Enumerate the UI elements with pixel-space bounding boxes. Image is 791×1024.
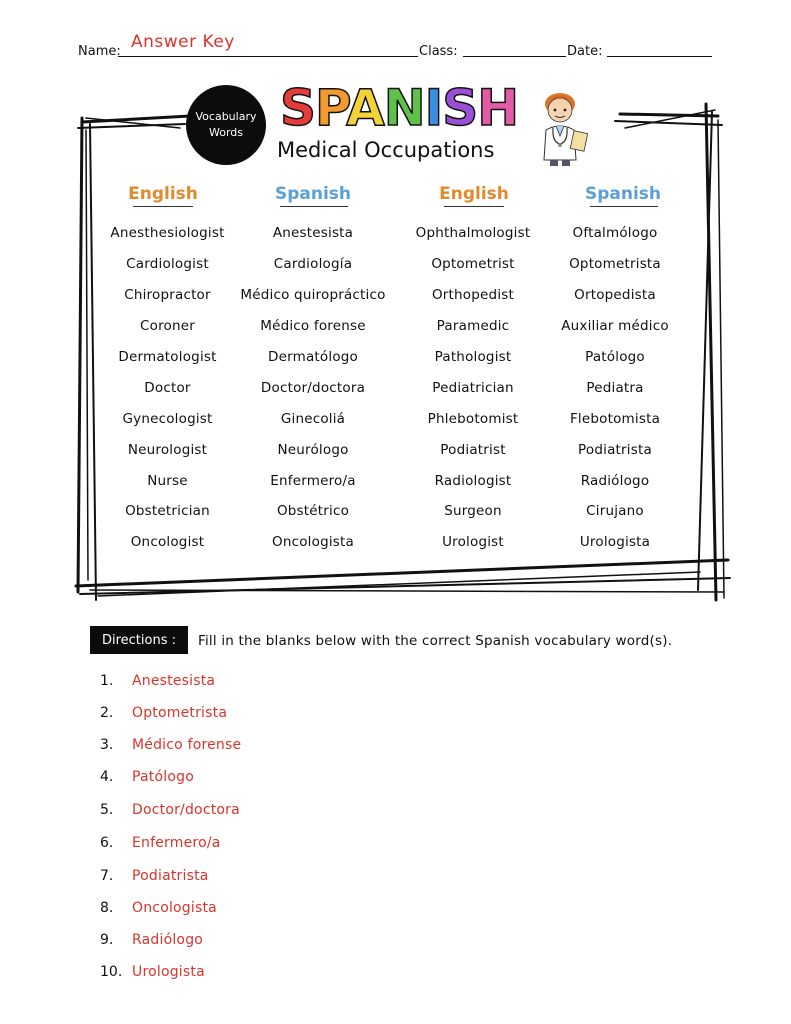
answer-text: Oncologista	[132, 900, 217, 916]
column-header-english-1: English	[128, 184, 198, 204]
header-underline	[280, 206, 348, 207]
table-cell-english: Radiologist	[434, 473, 512, 489]
table-cell-spanish: Podiatrista	[578, 442, 652, 458]
table-cell-spanish: Enfermero/a	[270, 473, 356, 489]
table-cell-english: Doctor	[144, 380, 191, 396]
badge-line-2: Words	[208, 126, 243, 139]
answer-number: 8.	[100, 900, 114, 916]
answer-key-label: Answer Key	[131, 32, 235, 52]
table-cell-spanish: Neurólogo	[277, 442, 349, 458]
title-letter: S	[280, 79, 316, 137]
header-underline	[444, 206, 504, 207]
table-cell-english: Optometrist	[431, 256, 515, 272]
answer-number: 4.	[100, 769, 114, 785]
table-cell-english: Coroner	[139, 318, 195, 334]
table-cell-spanish: Obstétrico	[276, 503, 350, 519]
answer-number: 5.	[100, 802, 114, 818]
column-header-spanish-1: Spanish	[274, 184, 352, 204]
table-cell-spanish: Médico forense	[260, 318, 366, 334]
answer-text: Urologista	[132, 964, 205, 980]
title-letter: H	[477, 79, 519, 137]
answer-number: 1.	[100, 673, 114, 689]
title-spanish	[280, 80, 518, 136]
header-underline	[590, 206, 658, 207]
answer-number: 6.	[100, 835, 114, 851]
answer-text: Patólogo	[132, 769, 194, 785]
table-cell-spanish: Cirujano	[586, 503, 644, 519]
table-cell-spanish: Optometrista	[569, 256, 661, 272]
table-cell-english: Phlebotomist	[427, 411, 519, 427]
table-cell-spanish: Cardiología	[273, 256, 353, 272]
table-cell-english: Anesthesiologist	[110, 225, 225, 241]
table-cell-english: Obstetrician	[125, 503, 210, 519]
answer-text: Podiatrista	[132, 868, 209, 884]
table-cell-english: Oncologist	[130, 534, 205, 550]
table-cell-english: Orthopedist	[431, 287, 514, 303]
directions-text: Fill in the blanks below with the correct Spanish vocabulary word(s).	[198, 633, 673, 649]
answer-number: 9.	[100, 932, 114, 948]
answer-number: 10.	[100, 964, 123, 980]
table-cell-spanish: Dermatólogo	[267, 349, 359, 365]
table-cell-spanish: Anestesista	[272, 225, 354, 241]
table-cell-spanish: Médico quiropráctico	[240, 287, 386, 303]
vocabulary-words-badge	[186, 85, 266, 165]
table-cell-spanish: Ginecoliá	[280, 411, 346, 427]
table-cell-spanish: Auxiliar médico	[561, 318, 669, 334]
class-label: Class:	[419, 44, 458, 59]
table-cell-english: Dermatologist	[118, 349, 217, 365]
badge-line-1: Vocabulary	[195, 110, 257, 123]
table-cell-english: Neurologist	[127, 442, 208, 458]
column-header-english-2: English	[439, 184, 509, 204]
table-cell-english: Surgeon	[444, 503, 502, 519]
table-cell-spanish: Patólogo	[585, 349, 645, 365]
table-cell-english: Ophthalmologist	[415, 225, 531, 241]
table-cell-english: Gynecologist	[122, 411, 213, 427]
table-cell-english: Nurse	[147, 473, 188, 489]
answer-text: Radiólogo	[132, 932, 204, 948]
name-label: Name:	[78, 44, 121, 59]
table-cell-spanish: Radiólogo	[580, 473, 650, 489]
date-label: Date:	[567, 44, 603, 59]
table-cell-english: Urologist	[442, 534, 504, 550]
table-cell-spanish: Urologista	[579, 534, 651, 550]
table-cell-english: Chiropractor	[124, 287, 211, 303]
table-cell-spanish: Flebotomista	[569, 411, 661, 427]
table-cell-spanish: Oftalmólogo	[572, 225, 658, 241]
title-letter: N	[383, 79, 425, 137]
answer-number: 2.	[100, 705, 114, 721]
table-cell-english: Cardiologist	[126, 256, 209, 272]
directions-label: Directions :	[90, 626, 188, 654]
subtitle-medical-occupations: Medical Occupations	[277, 138, 495, 162]
table-cell-english: Pediatrician	[432, 380, 514, 396]
answer-text: Médico forense	[132, 737, 242, 753]
answer-text: Anestesista	[132, 673, 216, 689]
title-letter: S	[442, 79, 478, 137]
answer-text: Doctor/doctora	[132, 802, 240, 818]
header-underline	[133, 206, 193, 207]
table-cell-spanish: Pediatra	[586, 380, 644, 396]
title-letter: A	[346, 79, 384, 137]
table-cell-spanish: Doctor/doctora	[260, 380, 366, 396]
table-cell-spanish: Oncologista	[272, 534, 354, 550]
table-cell-english: Podiatrist	[440, 442, 506, 458]
answer-text: Optometrista	[132, 705, 228, 721]
title-letter: P	[315, 79, 347, 137]
doctor-illustration	[536, 88, 598, 168]
title-letter: I	[424, 79, 443, 137]
table-cell-english: Pathologist	[434, 349, 512, 365]
table-cell-spanish: Ortopedista	[574, 287, 656, 303]
answer-number: 3.	[100, 737, 114, 753]
answer-text: Enfermero/a	[132, 835, 221, 851]
answer-number: 7.	[100, 868, 114, 884]
column-header-spanish-2: Spanish	[584, 184, 662, 204]
table-cell-english: Paramedic	[436, 318, 510, 334]
